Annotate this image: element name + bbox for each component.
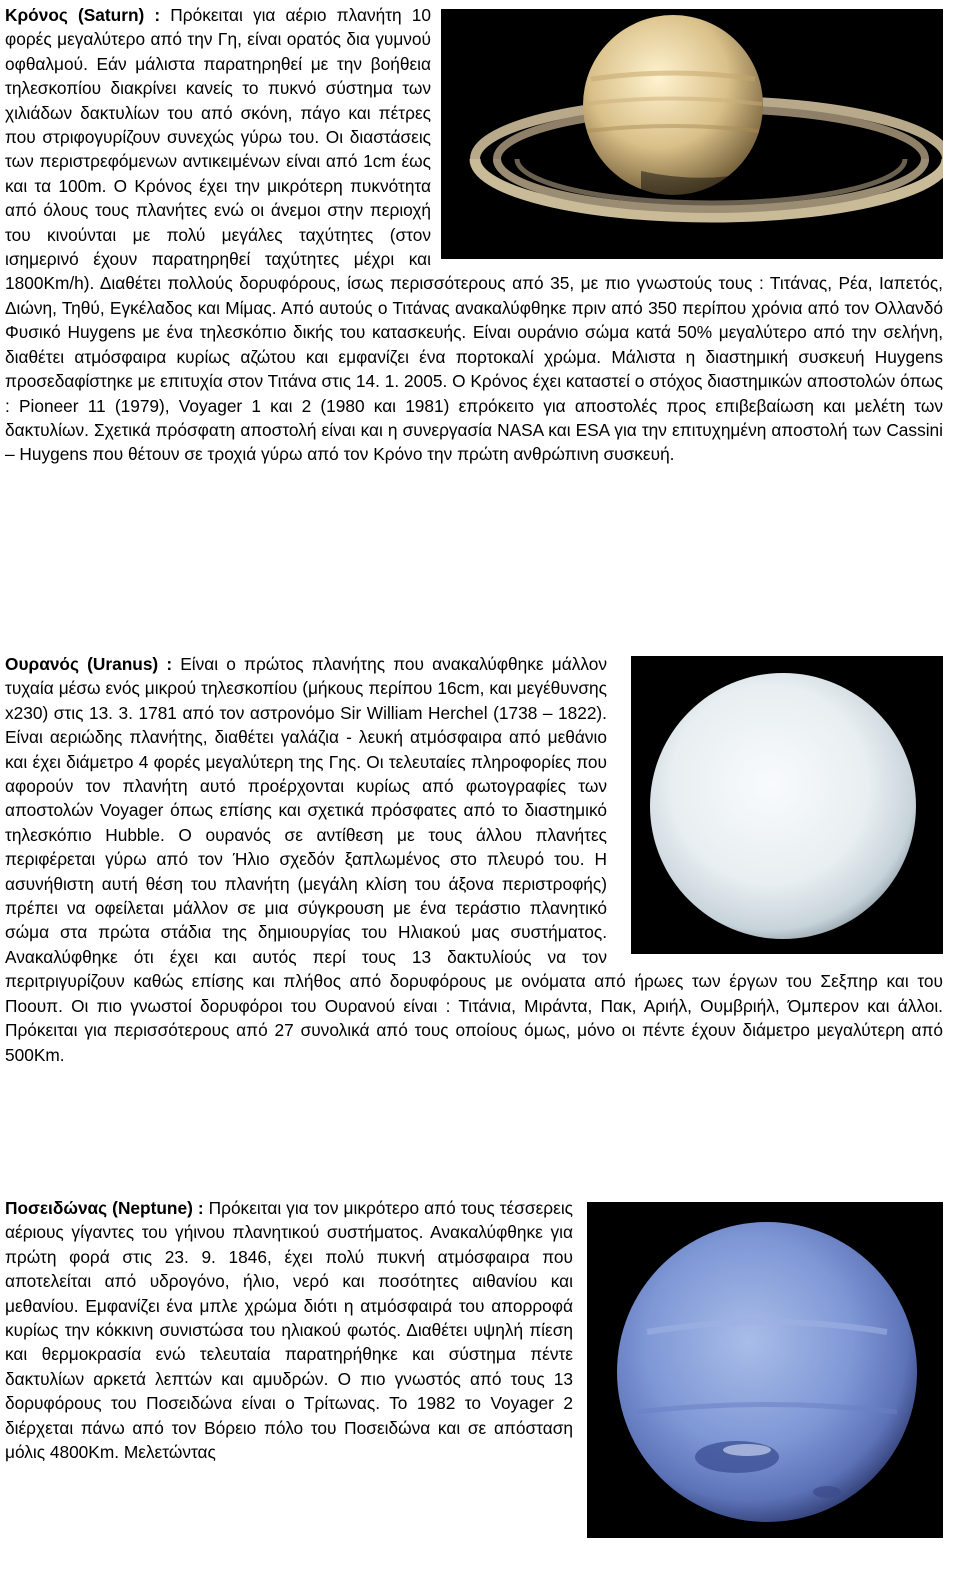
neptune-title: Ποσειδώνας (Neptune) : <box>5 1198 204 1218</box>
neptune-photo <box>587 1202 943 1538</box>
saturn-photo <box>441 9 943 259</box>
neptune-section <box>5 1196 943 1538</box>
saturn-title: Κρόνος (Saturn) : <box>5 5 161 25</box>
uranus-photo <box>631 656 943 954</box>
saturn-paragraph <box>5 3 943 467</box>
uranus-text: Είναι ο πρώτος πλανήτης που ανακαλύφθηκε μάλλον τυχαία μέσω ενός μικρού τηλεσκοπίου (μήκους περίπου 16cm, και μεγέθυνσης x230) στις 13. 3. 1781 από τον αστρονόμο Sir William Herchel (1738 – 1822). Είναι αεριώδης πλανήτης, διαθέτει γαλάζια - λευκή ατμόσφαιρα από μεθάνιο και έχει διάμετρο 4 φορές μεγαλύτερη της Γης. Οι τελευταίες πληροφορίες που αφορούν τον πλανήτη αυτό προέρχονται κυρίως από φωτογραφίες των αποστολών Voyager όπως επίσης και σχετικά πρόσφατες από το διαστημικό τηλεσκόπιο Hubble. Ο ουρανός σε αντίθεση με τους άλλου πλανήτες περιφέρεται γύρω από τον Ήλιο σχεδόν ξαπλωμένος στο πλευρό του. Η ασυνήθιστη αυτή θέση του πλανήτη (μεγάλη κλίση του άξονα περιστροφής) πρέπει να οφείλεται μάλλον σε μια σύγκρουση με ένα τεράστιο πλανητικό σώμα στα πρώτα στάδια της δημιουργίας του Ηλιακού μας συστήματος. Ανακαλύφθηκε ότι έχει και αυτός περί τους 13 δακτυλίούς να τον περιτριγυρίζουν καθώς επίσης και πλήθος από δορυφόρους με ονόματα από ήρωες των έργων του Σεξπηρ και του Πooυπ. Οι πιο γνωστοί δορυφόροι του Ουρανού είναι : Τιτάνια, Μιράντα, Πακ, Αριήλ, Ουμβριήλ, Όμπερον και άλλοι. Πρόκειται για περισσότερους από 27 συνολικά από τους οποίους όμως, μόνο οι πέντε έχουν διάμετρο μεγαλύτερη από 500Km. <box>5 654 943 1065</box>
saturn-text: Πρόκειται για αέριο πλανήτη 10 φορές μεγαλύτερο από την Γη, είναι ορατός δια γυμνού οφθαλμού. Εάν μάλιστα παρατηρηθεί με την βοήθεια τηλεσκοπίου διακρίνει κανείς το πυκνό σύστημα των χιλιάδων δακτυλίων του από σκόνη, πάγο και πέτρες που στριφογυρίζουν συνεχώς γύρω του. Οι διαστάσεις των περιστρεφόμενων αντικειμένων είναι από 1cm έως και τα 100m. Ο Κρόνος έχει την μικρότερη πυκνότητα από όλους τους πλανήτες ενώ οι άνεμοι στην περιοχή του κινούνται με πολύ μεγάλες ταχύτητες (στον ισημερινό έχουν παρατηρηθεί ταχύτητες μέχρι και 1800Km/h). Διαθέτει πολλούς δορυφόρους, ίσως περισσότερους από 35, με πιο γνωστούς τους : Τιτάνας, Ρέα, Ιαπετός, Διώνη, Τηθύ, Εγκέλαδος και Μίμας. Από αυτούς ο Τιτάνας ανακαλύφθηκε πριν από 350 περίπου χρόνια από τον Ολλανδό Φυσικό Huygens με ένα τηλεσκόπιο δικής του κατασκευής. Είναι ουράνιο σώμα κατά 50% μεγαλύτερο από την σελήνη, διαθέτει ατμόσφαιρα κυρίως αζώτου και εμφανίζει ένα πορτοκαλί χρώμα. Μάλιστα η διαστημική συσκευή Huygens προσεδαφίστηκε με επιτυχία στον Τιτάνα στις 14. 1. 2005. Ο Κρόνος έχει καταστεί ο στόχος διαστημικών αποστολών όπως : Pioneer 11 (1979), Voyager 1 και 2 (1980 και 1981) επρόκειτο για αποστολές προς επιβεβαίωση και μελέτη των δακτυλίων. Σχετικά πρόσφατη αποστολή είναι και η συνεργασία NASA και ESA για την επιτυχημένη αποστολή των Cassini – Huygens που θέτουν σε τροχιά γύρω από τον Κρόνο την πρώτη ανθρώπινη συσκευή. <box>5 5 943 465</box>
neptune-text: Πρόκειται για τον μικρότερο από τους τέσσερεις αέριους γίγαντες του γήινου πλανητικού συστήματος. Ανακαλύφθηκε για πρώτη φορά στις 23. 9. 1846, έχει πολύ πυκνή ατμόσφαιρα που αποτελείται από υδρογόνο, ήλιο, νερό και ποσότητες αιθανίου και μεθανίου. Εμφανίζει ένα μπλε χρώμα διότι η ατμόσφαιρά του απορροφά κυρίως την κόκκινη συνιστώσα του ηλιακού φωτός. Διαθέτει υψηλή πίεση και θερμοκρασία ενώ τελευταία παρατηρήθηκε και σύστημα πέντε δακτυλίων αρκετά λεπτών και αμυδρών. Ο πιο γνωστός από τους 13 δορυφόρους του Ποσειδώνα είναι ο Τρίτωνας. Το 1982 το Voyager 2 διέρχεται πάνω από τον Βόρειο πόλο του Ποσειδώνα και σε απόσταση μόλις 4800Km. Μελετώντας <box>5 1198 573 1463</box>
uranus-section <box>5 652 943 1067</box>
saturn-section <box>5 3 943 467</box>
uranus-paragraph <box>5 652 943 1067</box>
uranus-title: Ουρανός (Uranus) : <box>5 654 173 674</box>
neptune-paragraph <box>5 1196 943 1464</box>
